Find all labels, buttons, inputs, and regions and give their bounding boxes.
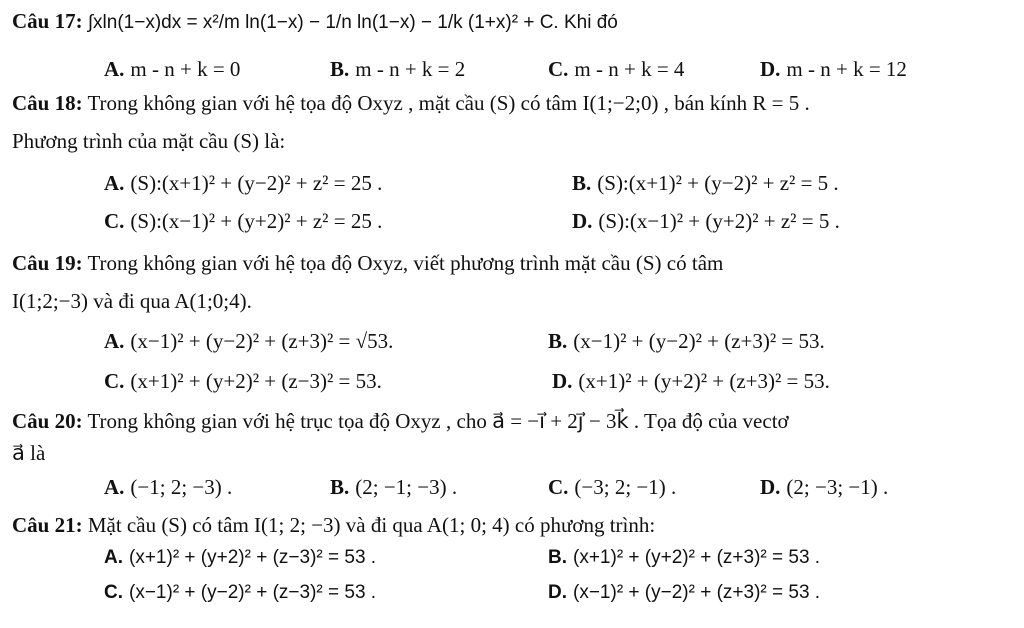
question-18-stem-line2: Phương trình của mặt cầu (S) là: <box>12 129 286 153</box>
q17-option-a[interactable] <box>104 56 240 82</box>
q18-option-d[interactable] <box>572 208 840 234</box>
option-text: (x+1)² + (y+2)² + (z−3)² = 53. <box>130 369 382 393</box>
option-key: C. <box>548 475 569 499</box>
option-text: (−3; 2; −1) . <box>574 475 677 499</box>
q20-option-c[interactable] <box>548 474 676 500</box>
question-19-stem: Trong không gian với hệ tọa độ Oxyz, viết phương trình mặt cầu (S) có tâm <box>87 251 724 275</box>
option-text: (x−1)² + (y−2)² + (z−3)² = 53 . <box>129 582 377 603</box>
q20-option-b[interactable] <box>330 474 457 500</box>
q17-option-c[interactable] <box>548 56 684 82</box>
question-17-label: Câu 17: <box>12 9 83 33</box>
q18-option-a[interactable] <box>104 170 382 196</box>
option-key: D. <box>760 57 781 81</box>
option-text: m - n + k = 2 <box>355 57 466 81</box>
question-17 <box>12 8 618 36</box>
option-key: A. <box>104 329 125 353</box>
question-19-stem-line2: I(1;2;−3) và đi qua A(1;0;4). <box>12 289 252 313</box>
option-text: (S):(x−1)² + (y+2)² + z² = 5 . <box>598 209 840 233</box>
option-key: B. <box>548 547 567 568</box>
q20-option-d[interactable] <box>760 474 888 500</box>
question-20 <box>12 408 789 434</box>
q19-option-b[interactable] <box>548 328 825 354</box>
option-key: B. <box>330 57 350 81</box>
option-text: (x−1)² + (y−2)² + (z+3)² = √53. <box>130 329 394 353</box>
option-text: (x−1)² + (y−2)² + (z+3)² = 53 . <box>573 582 821 603</box>
option-key: C. <box>548 57 569 81</box>
option-key: A. <box>104 171 125 195</box>
question-20-label: Câu 20: <box>12 409 83 433</box>
option-text: m - n + k = 12 <box>786 57 907 81</box>
q21-option-a[interactable] <box>104 545 376 571</box>
question-19 <box>12 250 723 276</box>
option-key: A. <box>104 57 125 81</box>
option-key: D. <box>552 369 573 393</box>
q19-option-c[interactable] <box>104 368 382 394</box>
question-20-stem-line2: a⃗ là <box>12 441 46 465</box>
option-text: m - n + k = 0 <box>130 57 241 81</box>
option-text: (2; −3; −1) . <box>786 475 889 499</box>
option-key: A. <box>104 475 125 499</box>
q21-option-d[interactable] <box>548 580 820 606</box>
question-21 <box>12 512 655 538</box>
option-text: (x+1)² + (y+2)² + (z+3)² = 53 . <box>573 547 821 568</box>
option-text: m - n + k = 4 <box>574 57 685 81</box>
question-18-stem: Trong không gian với hệ tọa độ Oxyz , mặt cầu (S) có tâm I(1;−2;0) , bán kính R = 5 . <box>87 91 810 115</box>
option-key: C. <box>104 582 123 603</box>
q19-option-d[interactable] <box>552 368 830 394</box>
option-text: (S):(x+1)² + (y−2)² + z² = 25 . <box>130 171 383 195</box>
option-key: A. <box>104 547 123 568</box>
option-key: D. <box>548 582 567 603</box>
q19-option-a[interactable] <box>104 328 393 354</box>
question-21-stem: Mặt cầu (S) có tâm I(1; 2; −3) và đi qua A(1; 0; 4) có phương trình: <box>87 513 656 537</box>
question-19-label: Câu 19: <box>12 251 83 275</box>
q20-option-a[interactable] <box>104 474 232 500</box>
option-text: (S):(x−1)² + (y+2)² + z² = 25 . <box>130 209 383 233</box>
question-21-label: Câu 21: <box>12 513 83 537</box>
q18-option-b[interactable] <box>572 170 839 196</box>
option-text: (x+1)² + (y+2)² + (z−3)² = 53 . <box>129 547 377 568</box>
option-text: (−1; 2; −3) . <box>130 475 233 499</box>
q18-option-c[interactable] <box>104 208 382 234</box>
q21-option-c[interactable] <box>104 580 376 606</box>
option-key: B. <box>572 171 592 195</box>
option-key: B. <box>548 329 568 353</box>
question-20-stem: Trong không gian với hệ trục tọa độ Oxyz , cho a⃗ = −i⃗ + 2j⃗ − 3k⃗ . Tọa độ của vectơ <box>87 409 789 433</box>
option-text: (S):(x+1)² + (y−2)² + z² = 5 . <box>597 171 839 195</box>
question-18-label: Câu 18: <box>12 91 83 115</box>
option-text: (2; −1; −3) . <box>355 475 458 499</box>
option-text: (x+1)² + (y+2)² + (z+3)² = 53. <box>578 369 830 393</box>
q17-option-d[interactable] <box>760 56 907 82</box>
option-text: (x−1)² + (y−2)² + (z+3)² = 53. <box>573 329 825 353</box>
option-key: D. <box>760 475 781 499</box>
question-17-stem: ∫xln(1−x)dx = x²/m ln(1−x) − 1/n ln(1−x) − 1/k (1+x)² + C. Khi đó <box>87 12 618 33</box>
option-key: C. <box>104 369 125 393</box>
option-key: B. <box>330 475 350 499</box>
q21-option-b[interactable] <box>548 545 820 571</box>
option-key: D. <box>572 209 593 233</box>
question-18 <box>12 90 810 116</box>
q17-option-b[interactable] <box>330 56 465 82</box>
option-key: C. <box>104 209 125 233</box>
